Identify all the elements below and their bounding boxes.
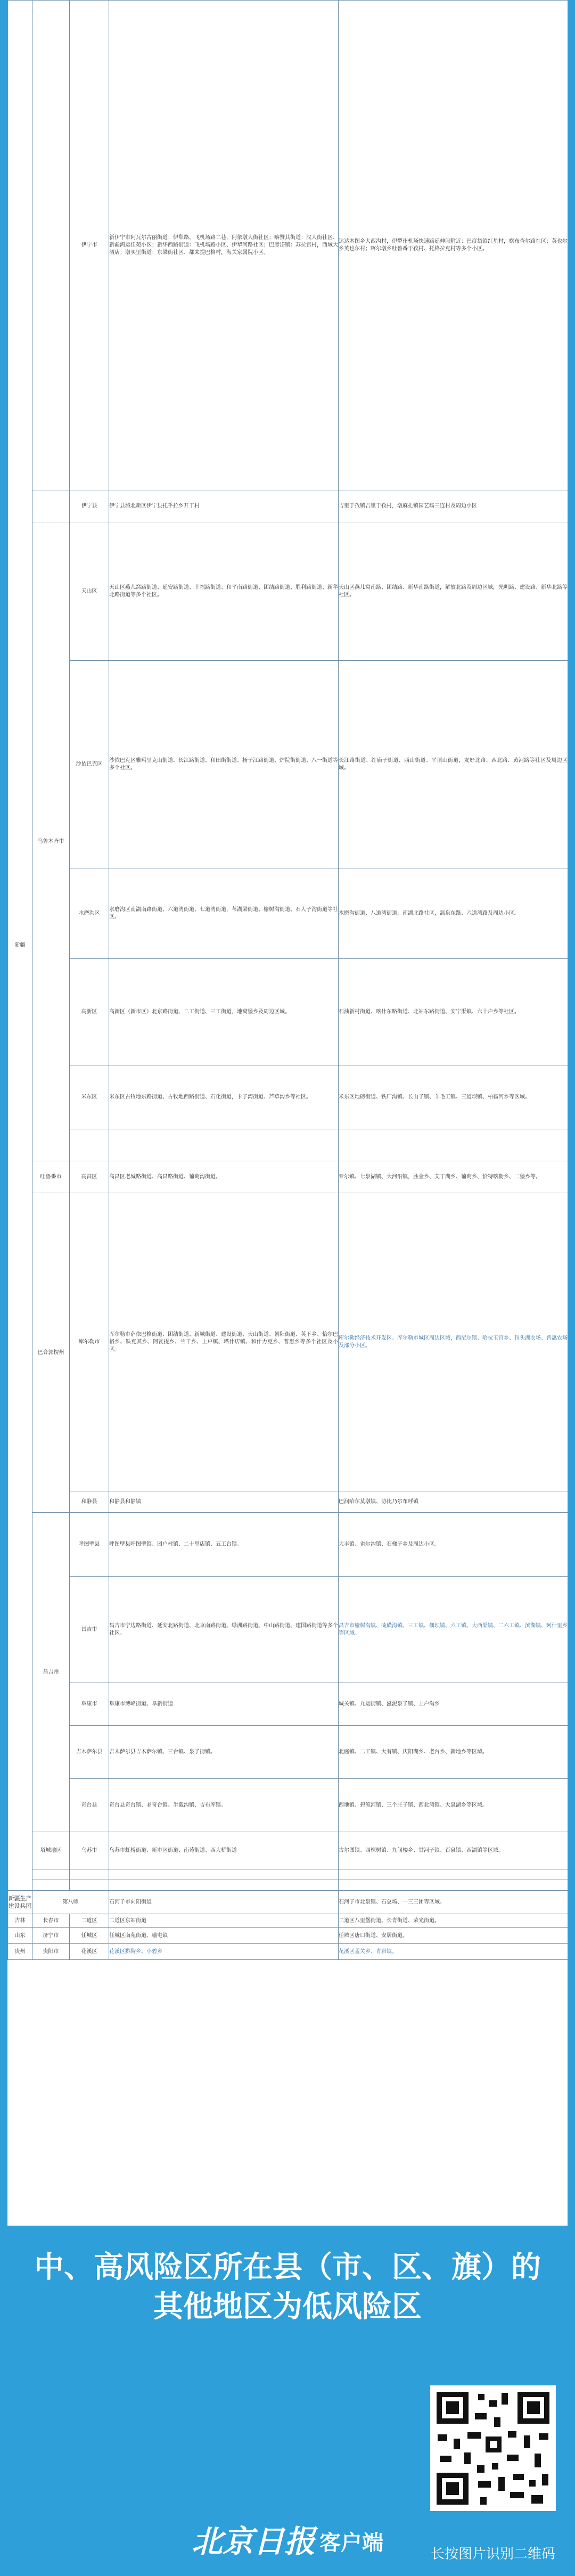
medium-risk-area-cell: 二道区八里堡街道、长青街道、荣光街道。: [339, 1914, 568, 1928]
high-risk-area-cell: 二道区东站街道: [109, 1914, 339, 1928]
district-cell: 高新区: [70, 959, 109, 1065]
province-cell: 吉林: [8, 1914, 32, 1928]
medium-risk-area-cell: 长江路街道、红庙子街道、西山街道、平顶山街道，友好北路、西北路、黄河路等社区及周边区域。: [339, 661, 568, 868]
medium-risk-area-cell: 亚尔镇、七泉湖镇、大河沿镇，胜金乡、艾丁湖乡、葡萄乡、恰特喀勒乡、二堡乡等。: [339, 1161, 568, 1193]
medium-risk-area-cell: 昌吉市榆树沟镇、硫磺沟镇、三工镇、佃坝镇、六工镇、大西渠镇、二六工镇、滨湖镇、阿什里乡等区域。: [339, 1577, 568, 1683]
district-cell: 乌苏市: [70, 1832, 109, 1869]
medium-risk-area-cell: 任城区唐口街道、安居街道。: [339, 1928, 568, 1944]
medium-risk-area-cell: 石河子市北泉镇、石总场、一三三团等区域。: [339, 1891, 568, 1914]
table-row: [8, 522, 568, 661]
district-cell: 伊宁县: [70, 490, 109, 522]
high-risk-area-cell: [109, 1129, 339, 1161]
province-cell: 新疆生产建设兵团: [8, 1891, 32, 1914]
district-cell: 天山区: [70, 522, 109, 661]
district-cell: [70, 1869, 109, 1880]
high-risk-area-cell: 石河子市向阳街道: [109, 1891, 339, 1914]
high-risk-area-cell: 任城区南苑街道、喻屯镇: [109, 1928, 339, 1944]
district-cell: [70, 1880, 109, 1891]
table-row: [8, 959, 568, 1065]
high-risk-area-cell: 花溪区黔陶乡、小碧乡: [109, 1944, 339, 1960]
city-cell: 长春市: [32, 1914, 70, 1928]
high-risk-area-cell: 奇台县奇台镇、老奇台镇、半截沟镇、吉布库镇。: [109, 1779, 339, 1832]
table-row: [8, 1, 568, 490]
city-cell: [32, 1880, 70, 1891]
district-cell: 二道区: [70, 1914, 109, 1928]
table-row: [8, 1869, 568, 1880]
high-risk-area-cell: 吉木萨尔县吉木萨尔镇、三台镇、泉子街镇。: [109, 1726, 339, 1779]
table-row: [8, 661, 568, 868]
high-risk-area-cell: 伊宁县城北新区伊宁县托乎拉乡开干村: [109, 490, 339, 522]
table-row: [8, 1880, 568, 1891]
medium-risk-area-cell: [339, 1880, 568, 1891]
footer-notice-line1: 中、高风险区所在县（市、区、旗）的: [34, 2250, 541, 2285]
high-risk-area-cell: 呼图壁县呼图壁镇、园户村镇、二十里店镇、五工台镇。: [109, 1513, 339, 1577]
table-row: [8, 1065, 568, 1129]
city-cell: 巴音郭楞州: [32, 1193, 70, 1513]
medium-risk-area-cell: 库尔勒经济技术开发区、库尔勒市城区周边区域，西尼尔镇、哈拉玉宫乡、包头湖农场、普惠农场及部分小区。: [339, 1193, 568, 1491]
high-risk-area-cell: 天山区燕儿窝路街道、延安路街道、幸福路街道、和平南路街道、团结路街道、胜利路街道、新华北路街道等多个社区。: [109, 522, 339, 661]
table-row: [8, 1683, 568, 1726]
medium-risk-area-cell: 达达木图乡大西沟村，伊犁州机场快速路延伸段附近；巴彦岱镇红星村，察布查尔路社区；英也尔乡英也尔村；喀尔墩乡吐鲁番于孜村、托格拉克村等多个小区。: [339, 1, 568, 490]
medium-risk-area-cell: [339, 1869, 568, 1880]
district-cell: 和静县: [70, 1491, 109, 1513]
medium-risk-area-cell: 城关镇、九运街镇、滋泥泉子镇、上户沟乡: [339, 1683, 568, 1726]
risk-area-table: [7, 0, 568, 1960]
table-row: [8, 1129, 568, 1161]
district-cell: 库尔勒市: [70, 1193, 109, 1491]
high-risk-area-cell: 和静县和静镇: [109, 1491, 339, 1513]
district-cell: 高昌区: [70, 1161, 109, 1193]
city-cell: 乌鲁木齐市: [32, 522, 70, 1161]
district-cell: 奇台县: [70, 1779, 109, 1832]
district-cell: 任城区: [70, 1928, 109, 1944]
city-cell: 第八师: [32, 1891, 109, 1914]
qr-code-graphic: [430, 2385, 556, 2511]
high-risk-area-cell: [109, 1880, 339, 1891]
high-risk-area-cell: 新伊宁市阿瓦尔古丽街道：伊犁路、飞机场路二巷，阿依墩大街社区；喀赞其街道：汉人街社区、新疆鸿运佳苑小区；新华西路街道：飞机场路小区、伊犁河路社区；巴彦岱镇：苏拉宫村，西域大酒店；墩买里街道：东梁街社区、都来提巴格村，海关家属院小区。: [109, 1, 339, 490]
city-cell: 昌吉州: [32, 1513, 70, 1832]
medium-risk-area-cell: [339, 1129, 568, 1161]
medium-risk-area-cell: 花溪区孟关乡、青岩镇。: [339, 1944, 568, 1960]
city-cell: 贵阳市: [32, 1944, 70, 1960]
table-row: [8, 1726, 568, 1779]
qr-code-icon[interactable]: [430, 2385, 556, 2511]
table-row: [8, 1161, 568, 1193]
medium-risk-area-cell: 西地镇、碧流河镇、三个庄子镇、西北湾镇、大泉湖乡等区域。: [339, 1779, 568, 1832]
city-cell: 济宁市: [32, 1928, 70, 1944]
footer-notice-line2: 其他地区为低风险区: [153, 2290, 422, 2324]
brand-logo-suffix: 客户端: [319, 2531, 383, 2555]
table-row: [8, 1491, 568, 1513]
district-cell: 阜康市: [70, 1683, 109, 1726]
province-cell: 贵州: [8, 1944, 32, 1960]
table-row: [8, 1193, 568, 1491]
district-cell: 伊宁市: [70, 1, 109, 490]
high-risk-area-cell: 阜康市博峰街道、阜新街道: [109, 1683, 339, 1726]
table-row: [8, 1779, 568, 1832]
table-row: [8, 1832, 568, 1869]
district-cell: 昌吉市: [70, 1577, 109, 1683]
district-cell: 米东区: [70, 1065, 109, 1129]
district-cell: 水磨沟区: [70, 868, 109, 959]
table-row: [8, 1891, 568, 1914]
brand-logo: 北京日报: [192, 2523, 316, 2559]
table-row: [8, 1577, 568, 1683]
high-risk-area-cell: 乌苏市虹桥街道、新市区街道、南苑街道、西大桥街道: [109, 1832, 339, 1869]
medium-risk-area-cell: 水磨沟街道、八道湾街道，南湖北路社区，温泉东路、六道湾路及周边小区。: [339, 868, 568, 959]
medium-risk-area-cell: 古尔图镇、四棵树镇、九间楼乡、甘河子镇、百泉镇、西湖镇等区域。: [339, 1832, 568, 1869]
table-row: [8, 490, 568, 522]
medium-risk-area-cell: 米东区地磅街道、铁厂沟镇、长山子镇、羊毛工镇、三道坝镇、柏杨河乡等区域。: [339, 1065, 568, 1129]
city-cell: [32, 1, 70, 490]
medium-risk-area-cell: 吉里于孜镇吉里于孜村，墩麻扎镇园艺场三连村及周边小区: [339, 490, 568, 522]
city-cell: 塔城地区: [32, 1832, 70, 1869]
medium-risk-area-cell: 石油新村街道、喀什东路街道、北站东路街道、安宁渠镇、六十户乡等社区。: [339, 959, 568, 1065]
high-risk-area-cell: 库尔勒市萨依巴格街道、团结街道、新城街道、建设街道、天山街道、朝阳街道、英下乡、恰尔巴格乡、铁克其乡、阿瓦提乡、兰干乡、上户镇、塔什店镇、和什力克乡、普惠乡等多个社区及小区。: [109, 1193, 339, 1491]
high-risk-area-cell: 水磨沟区南湖南路街道、六道湾街道、七道湾街道，苇湖梁街道、榆树沟街道、石人子沟街道等社区。: [109, 868, 339, 959]
district-cell: 沙依巴克区: [70, 661, 109, 868]
high-risk-area-cell: 昌吉市宁边路街道、延安北路街道、北京南路街道、绿洲路街道、中山路街道、建国路街道等多个社区。: [109, 1577, 339, 1683]
table-row: [8, 1914, 568, 1928]
table-row: [8, 1944, 568, 1960]
district-cell: 呼图壁县: [70, 1513, 109, 1577]
medium-risk-area-cell: 大丰镇、雀尔沟镇、石梯子乡及周边小区。: [339, 1513, 568, 1577]
table-row: [8, 1928, 568, 1944]
high-risk-area-cell: 高新区（新市区）北京路街道、二工街道、三工街道，地窝堡乡及周边区域。: [109, 959, 339, 1065]
district-cell: 花溪区: [70, 1944, 109, 1960]
high-risk-area-cell: [109, 1869, 339, 1880]
medium-risk-area-cell: 北庭镇、二工镇、大有镇、庆阳湖乡、老台乡、新地乡等区域。: [339, 1726, 568, 1779]
province-cell: 山东: [8, 1928, 32, 1944]
high-risk-area-cell: 沙依巴克区雅玛里克山街道、长江路街道、和田街街道、扬子江路街道、炉院街街道、八一街道等多个社区。: [109, 661, 339, 868]
medium-risk-area-cell: 巴润哈尔莫墩镇、协比乃尔布呼镇: [339, 1491, 568, 1513]
table-row: [8, 1513, 568, 1577]
medium-risk-area-cell: 天山区燕儿窝南路、团结路、新华南路街道，解放北路及周边区域，光明路、建设路、新华北路等社区。: [339, 522, 568, 661]
high-risk-area-cell: 高昌区老城路街道、高昌路街道、葡萄沟街道。: [109, 1161, 339, 1193]
table-row: [8, 868, 568, 959]
district-cell: [70, 1129, 109, 1161]
city-cell: [32, 490, 70, 522]
city-cell: [32, 1869, 70, 1880]
province-cell: 新疆: [8, 1, 32, 1891]
district-cell: 吉木萨尔县: [70, 1726, 109, 1779]
high-risk-area-cell: 米东区古牧地东路街道、古牧地西路街道、石化街道，卡子湾街道、芦草沟乡等社区。: [109, 1065, 339, 1129]
city-cell: 吐鲁番市: [32, 1161, 70, 1193]
qr-caption: 长按图片识别二维码: [430, 2546, 555, 2562]
